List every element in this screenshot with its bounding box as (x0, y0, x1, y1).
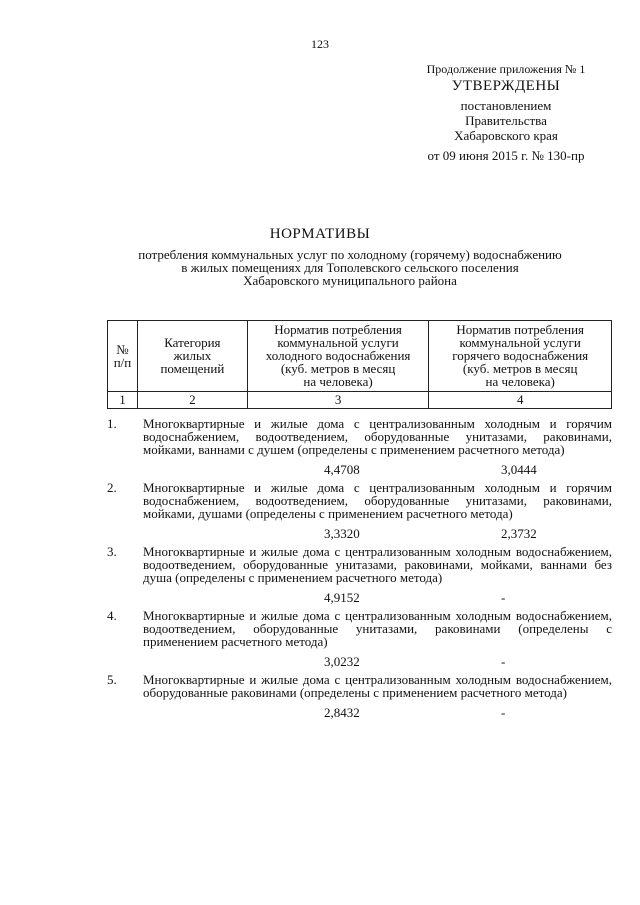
document-subtitle (100, 248, 600, 287)
item-values (107, 651, 612, 671)
item-number: 1. (107, 416, 117, 431)
item-text: Многоквартирные и жилые дома с централизованным холодным и горячим водоснабжением, водоотведением, оборудованные унитазами, раковинами, мойками, душами (определены с применением расчетного метода) (143, 480, 612, 521)
hot-water-value: 2,3732 (501, 525, 537, 541)
approval-line-1: постановлением (460, 98, 552, 113)
table-header-row (108, 321, 612, 392)
item-number: 5. (107, 672, 117, 687)
item-text: Многоквартирные и жилые дома с централизованным холодным и горячим водоснабжением, водоотведением, оборудованные унитазами, раковинами, мойками, ваннами с душем (определены с применением расчетного метода) (143, 416, 612, 457)
approval-block (406, 62, 606, 163)
item-text: Многоквартирные и жилые дома с централизованным холодным водоснабжением, оборудованные раковинами (определены с применением расчетного метода) (143, 672, 612, 700)
item-number: 2. (107, 480, 117, 495)
subtitle-line-2: в жилых помещениях для Тополевского сельского поселения (181, 260, 519, 275)
item-description (107, 673, 612, 699)
list-item (107, 609, 612, 671)
header-hot-norm: Норматив потребления коммунальной услуги горячего водоснабжения (куб. метров в месяц на человека) (429, 321, 612, 392)
list-item (107, 481, 612, 543)
list-item (107, 673, 612, 722)
item-description (107, 609, 612, 648)
header-category: Категория жилых помещений (137, 321, 247, 392)
cold-water-value: 3,3320 (324, 525, 360, 541)
hot-water-value: - (501, 704, 506, 720)
header-cold-norm: Норматив потребления коммунальной услуги холодного водоснабжения (куб. метров в месяц на человека) (247, 321, 429, 392)
col-number-2: 2 (137, 392, 247, 409)
approval-line-3: Хабаровского края (454, 128, 558, 143)
approval-date: от 09 июня 2015 г. № 130-пр (427, 148, 585, 163)
item-values (107, 523, 612, 543)
item-values (107, 459, 612, 479)
item-description (107, 545, 612, 584)
approved-heading: УТВЕРЖДЕНЫ (451, 78, 561, 94)
subtitle-line-3: Хабаровского муниципального района (243, 273, 457, 288)
col-number-4: 4 (429, 392, 612, 409)
col-number-3: 3 (247, 392, 429, 409)
item-description (107, 481, 612, 520)
list-item (107, 417, 612, 479)
cold-water-value: 4,4708 (324, 461, 360, 477)
cold-water-value: 2,8432 (324, 704, 360, 720)
hot-water-value: - (501, 589, 506, 605)
col-number-1: 1 (108, 392, 138, 409)
list-item (107, 545, 612, 607)
item-text: Многоквартирные и жилые дома с централизованным холодным водоснабжением, водоотведением, оборудованные унитазами, раковинами (определены с применением расчетного метода) (143, 608, 612, 649)
header-number: № п/п (108, 321, 138, 392)
page-number: 123 (311, 37, 329, 51)
cold-water-value: 3,0232 (324, 653, 360, 669)
continuation-note: Продолжение приложения № 1 (426, 62, 586, 76)
hot-water-value: 3,0444 (501, 461, 537, 477)
subtitle-line-1: потребления коммунальных услуг по холодному (горячему) водоснабжению (138, 247, 562, 262)
column-number-row (108, 392, 612, 409)
item-values (107, 702, 612, 722)
item-number: 4. (107, 608, 117, 623)
document-title: НОРМАТИВЫ (269, 226, 371, 242)
item-text: Многоквартирные и жилые дома с централизованным холодным водоснабжением, водоотведением, оборудованные унитазами, раковинами, мойками, ваннами без душа (определены с применением расчетного метода) (143, 544, 612, 585)
norms-table (107, 320, 612, 409)
approval-line-2: Правительства (465, 113, 547, 128)
item-number: 3. (107, 544, 117, 559)
cold-water-value: 4,9152 (324, 589, 360, 605)
item-values (107, 587, 612, 607)
hot-water-value: - (501, 653, 506, 669)
item-description (107, 417, 612, 456)
norm-items (107, 417, 612, 724)
